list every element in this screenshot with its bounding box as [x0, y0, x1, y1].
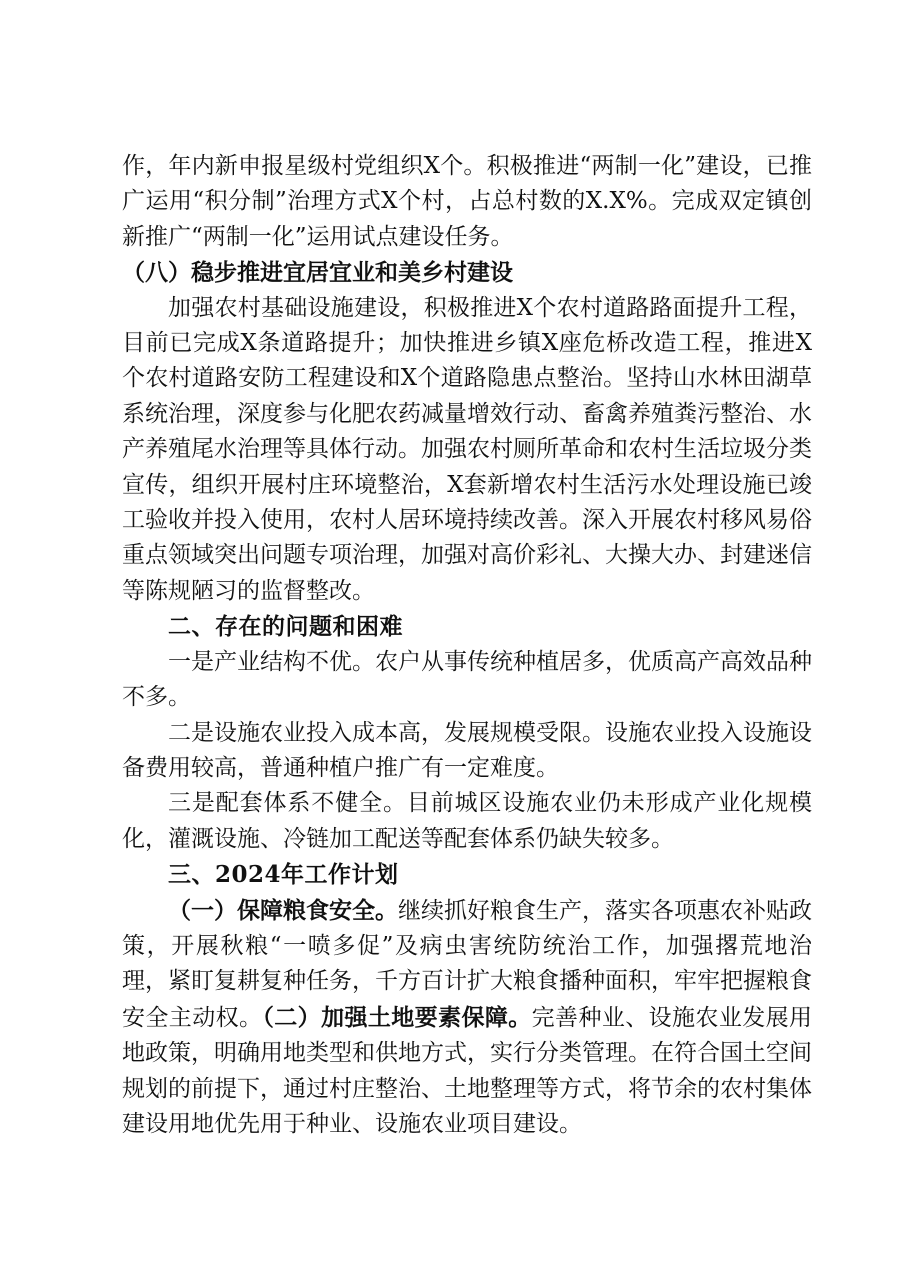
plan-item-1-body: 继续抓好粮食生产，落实各项惠农补贴政策，开展秋粮“一喷多促”及病虫害统防统治工作，加强撂荒地治理，紧盯复耕复种任务，千方百计扩大粮食播种面积，牢牢把握粮食安全主动权。	[122, 897, 812, 1031]
plan-item-2-heading: （二）加强土地要素保障。	[262, 1003, 532, 1031]
section-heading-work-plan: 三、2024年工作计划	[168, 861, 399, 889]
section-heading-problems: 二、存在的问题和困难	[168, 613, 403, 641]
paragraph-problem-2: 二是设施农业投入成本高，发展规模受限。设施农业投入设施设备费用较高，普通种植户推广有一定难度。	[122, 719, 812, 781]
document-body	[122, 149, 812, 1142]
paragraph-problem-3: 三是配套体系不健全。目前城区设施农业仍未形成产业化规模化，灌溉设施、冷链加工配送等配套体系仍缺失较多。	[122, 790, 812, 852]
subsection-heading-8: （八）稳步推进宜居宜业和美乡村建设	[122, 259, 513, 287]
paragraph-party-building-continued: 作，年内新申报星级村党组织X个。积极推进“两制一化”建设，已推广运用“积分制”治理方式X个村，占总村数的X.X%。完成双定镇创新推广“两制一化”运用试点建设任务。	[122, 153, 812, 250]
paragraph-rural-construction: 加强农村基础设施建设，积极推进X个农村道路路面提升工程，目前已完成X条道路提升；加快推进乡镇X座危桥改造工程，推进X个农村道路安防工程建设和X个道路隐患点整治。坚持山水林田湖草系统治理，深度参与化肥农药减量增效行动、畜禽养殖粪污整治、水产养殖尾水治理等具体行动。加强农村厕所革命和农村生活垃圾分类宣传，组织开展村庄环境整治，X套新增农村生活污水处理设施已竣工验收并投入使用，农村人居环境持续改善。深入开展农村移风易俗重点领域突出问题专项治理，加强对高价彩礼、大操大办、封建迷信等陈规陋习的监督整改。	[122, 294, 812, 604]
plan-item-1-heading: （一）保障粮食安全。	[168, 896, 398, 924]
paragraph-work-plan	[122, 893, 812, 1143]
plan-item-2-body: 完善种业、设施农业发展用地政策，明确用地类型和供地方式，实行分类管理。在符合国土空间规划的前提下，通过村庄整治、土地整理等方式，将节余的农村集体建设用地优先用于种业、设施农业项目建设。	[122, 1004, 813, 1137]
paragraph-problem-1: 一是产业结构不优。农户从事传统种植居多，优质高产高效品种不多。	[122, 648, 812, 711]
